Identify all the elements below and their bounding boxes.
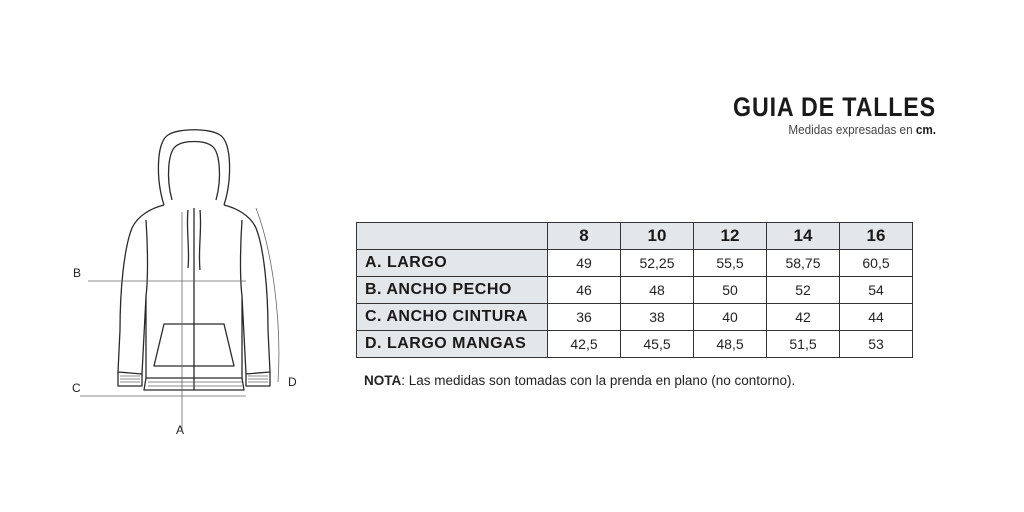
label-c: C — [72, 381, 81, 395]
hood-inner — [169, 142, 220, 201]
row-label: D. LARGO MANGAS — [357, 331, 548, 358]
label-b: B — [73, 266, 82, 280]
table-cell: 53 — [840, 331, 913, 358]
row-label: C. ANCHO CINTURA — [357, 304, 548, 331]
table-row — [357, 304, 913, 331]
table-cell: 45,5 — [621, 331, 694, 358]
row-label: A. LARGO — [357, 250, 548, 277]
table-cell: 48,5 — [694, 331, 767, 358]
table-cell: 40 — [694, 304, 767, 331]
page-subtitle — [724, 122, 936, 137]
table-cell: 48 — [621, 277, 694, 304]
table-cell: 60,5 — [840, 250, 913, 277]
table-cell: 46 — [548, 277, 621, 304]
left-sleeve-seam — [146, 220, 148, 296]
column-header: 16 — [840, 223, 913, 250]
row-label: B. ANCHO PECHO — [357, 277, 548, 304]
label-d: D — [288, 375, 297, 389]
table-cell: 52,25 — [621, 250, 694, 277]
hoodie-diagram — [60, 120, 320, 450]
table-header-row — [357, 223, 913, 250]
subtitle-text: Medidas expresadas en — [788, 122, 913, 137]
table-row — [357, 331, 913, 358]
table-cell: 44 — [840, 304, 913, 331]
table-cell: 36 — [548, 304, 621, 331]
drawstring-right — [199, 210, 200, 270]
subtitle-unit: cm. — [915, 122, 936, 137]
right-sleeve-seam — [241, 220, 243, 296]
note-text: : Las medidas son tomadas con la prenda en plano (no contorno). — [401, 373, 796, 388]
size-table — [356, 222, 913, 358]
table-cell: 52 — [767, 277, 840, 304]
footnote — [364, 373, 795, 388]
table-cell: 49 — [548, 250, 621, 277]
table-cell: 50 — [694, 277, 767, 304]
table-cell: 38 — [621, 304, 694, 331]
table-cell: 42,5 — [548, 331, 621, 358]
page-title: GUIA DE TALLES — [733, 92, 936, 122]
header — [700, 92, 936, 137]
column-header: 8 — [548, 223, 621, 250]
table-cell: 58,75 — [767, 250, 840, 277]
table-row — [357, 277, 913, 304]
table-row — [357, 250, 913, 277]
table-header-blank — [357, 223, 548, 250]
column-header: 12 — [694, 223, 767, 250]
table-cell: 54 — [840, 277, 913, 304]
table-cell: 51,5 — [767, 331, 840, 358]
column-header: 14 — [767, 223, 840, 250]
drawstring-left — [187, 210, 188, 268]
table-cell: 55,5 — [694, 250, 767, 277]
column-header: 10 — [621, 223, 694, 250]
label-a: A — [176, 423, 185, 437]
note-prefix: NOTA — [364, 373, 402, 388]
table-cell: 42 — [767, 304, 840, 331]
